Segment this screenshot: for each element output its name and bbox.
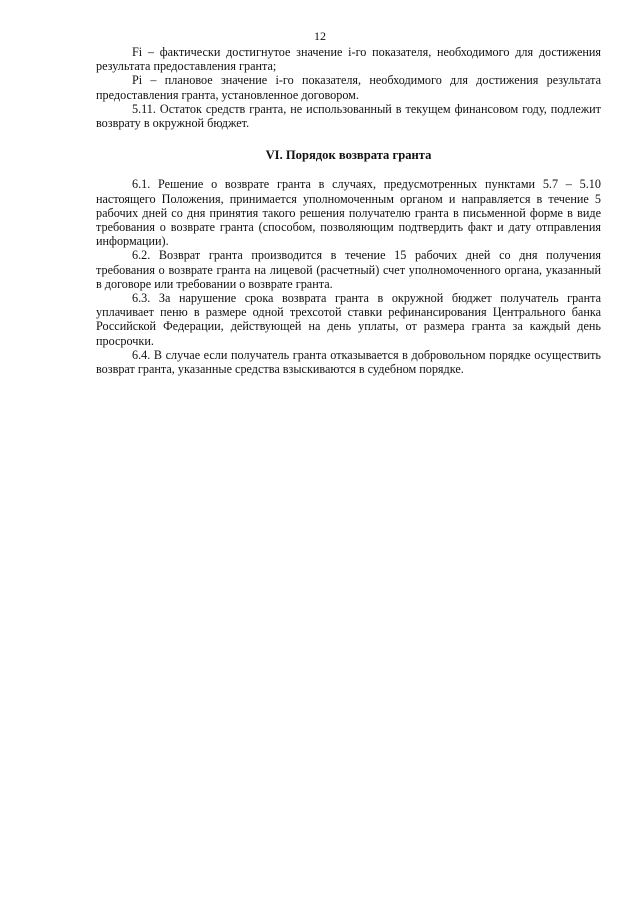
paragraph-6-4: 6.4. В случае если получатель гранта отказывается в добровольном порядке осуществить возврат гранта, указанные средства взыскиваются в судебном порядке.: [96, 347, 601, 377]
paragraph-fi-definition: Fi – фактически достигнутое значение i-го показателя, необходимого для достижения результата предоставления гранта;: [96, 45, 601, 74]
paragraph-6-2: 6.2. Возврат гранта производится в течение 15 рабочих дней со дня получения требования о возврате гранта на лицевой (расчетный) счет уполномоченного органа, указанный в договоре или требовании о возврате гранта.: [96, 248, 601, 291]
paragraph-5-11: 5.11. Остаток средств гранта, не использованный в текущем финансовом году, подлежит возврату в окружной бюджет.: [96, 101, 601, 131]
paragraph-6-1: 6.1. Решение о возврате гранта в случаях, предусмотренных пунктами 5.7 – 5.10 настоящего Положения, принимается уполномоченным органом и направляется в течение 5 рабочих дней со дня принятия такого решения получателю гранта в письменной форме в виде требования о возврате гранта (способом, позволяющим подтвердить факт и дату отправления информации).: [96, 177, 601, 249]
paragraph-pi-definition: Pi – плановое значение i-го показателя, необходимого для достижения результата предоставления гранта, установленное договором.: [96, 73, 601, 102]
section-heading: VI. Порядок возврата гранта: [265, 148, 432, 163]
paragraph-6-3: 6.3. За нарушение срока возврата гранта в окружной бюджет получатель гранта уплачивает пеню в размере одной трехсотой ставки рефинансирования Центрального банка Российской Федерации, действующей на день уплаты, от размера гранта за каждый день просрочки.: [96, 291, 601, 348]
page-number: 12: [314, 29, 326, 43]
document-body: [96, 45, 601, 376]
